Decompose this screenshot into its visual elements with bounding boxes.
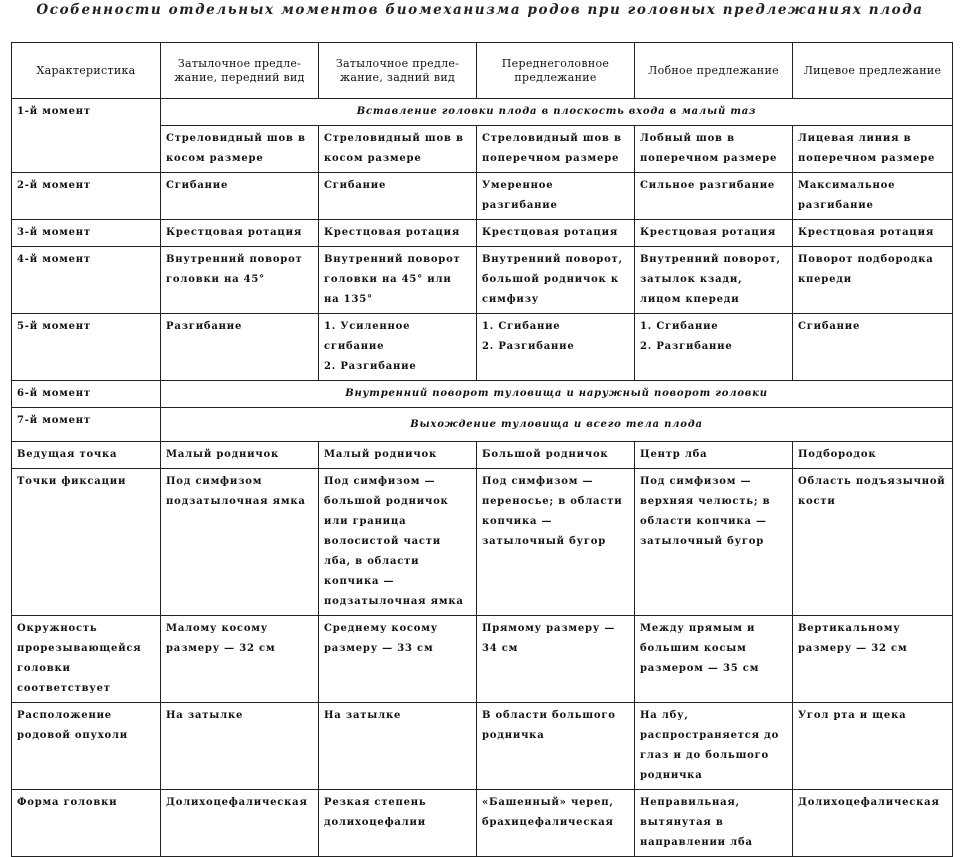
table-row [12, 703, 953, 790]
table-cell: Под симфизом — верхняя челюсть; в области копчика — затылочный бугор [635, 469, 793, 616]
table-cell: Сгибание [793, 314, 953, 381]
table-row [12, 469, 953, 616]
biomechanism-table [11, 42, 953, 857]
table-row [12, 173, 953, 220]
row-label: 1-й момент [12, 99, 161, 173]
table-cell: Внутренний поворот головки на 45° или на 135° [319, 247, 477, 314]
table-cell: Стреловидный шов в косом размере [161, 126, 319, 173]
table-cell: Крестцовая ротация [161, 220, 319, 247]
table-cell: Большой родничок [477, 442, 635, 469]
table-cell: Разгибание [161, 314, 319, 381]
table-cell: Стреловидный шов в косом размере [319, 126, 477, 173]
row-label: 6-й момент [12, 381, 161, 408]
table-cell: 1. Усиленное сгибание 2. Разгибание [319, 314, 477, 381]
table-cell: Малый родничок [161, 442, 319, 469]
table-row [12, 99, 953, 126]
table-cell: Угол рта и щека [793, 703, 953, 790]
row-label: 7-й момент [12, 408, 161, 442]
table-cell: Максимальное разгибание [793, 173, 953, 220]
merged-cell: Внутренний поворот туловища и наружный поворот головки [161, 381, 953, 408]
table-row [12, 247, 953, 314]
table-row [12, 442, 953, 469]
table-cell: Крестцовая ротация [477, 220, 635, 247]
table-cell: Крестцовая ротация [635, 220, 793, 247]
table-cell: Внутренний поворот, большой родничок к симфизу [477, 247, 635, 314]
table-cell: Сгибание [319, 173, 477, 220]
table-cell: Среднему косому размеру — 33 см [319, 616, 477, 703]
row-label: 4-й момент [12, 247, 161, 314]
table-cell: Крестцовая ротация [319, 220, 477, 247]
table-cell: Сгибание [161, 173, 319, 220]
row-label: Окружность прорезывающейся головки соответствует [12, 616, 161, 703]
merged-cell: Выхождение туловища и всего тела плода [161, 408, 953, 442]
table-row [12, 616, 953, 703]
table-cell: Область подъязычной кости [793, 469, 953, 616]
table-cell: Подбородок [793, 442, 953, 469]
column-header: Лобное предлежание [635, 43, 793, 99]
row-label: 3-й момент [12, 220, 161, 247]
table-cell: Лицевая линия в поперечном размере [793, 126, 953, 173]
row-label: 2-й момент [12, 173, 161, 220]
table-header-row [12, 43, 953, 99]
table-cell: «Башенный» череп, брахицефалическая [477, 790, 635, 857]
table-cell: Под симфизом подзатылочная ямка [161, 469, 319, 616]
table-cell: Неправильная, вытянутая в направлении лба [635, 790, 793, 857]
table-cell: 1. Сгибание 2. Разгибание [477, 314, 635, 381]
table-cell: Сильное разгибание [635, 173, 793, 220]
row-label: Форма головки [12, 790, 161, 857]
column-header: Затылочное предле-жание, передний вид [161, 43, 319, 99]
row-label: 5-й момент [12, 314, 161, 381]
table-cell: Малому косому размеру — 32 см [161, 616, 319, 703]
table-row [12, 314, 953, 381]
table-cell: Поворот подбородка кпереди [793, 247, 953, 314]
table-row [12, 408, 953, 442]
table-cell: Умеренное разгибание [477, 173, 635, 220]
table-cell: Прямому размеру — 34 см [477, 616, 635, 703]
table-cell: Резкая степень долихоцефалии [319, 790, 477, 857]
table-cell: На затылке [161, 703, 319, 790]
table-cell: На затылке [319, 703, 477, 790]
table-cell: Стреловидный шов в поперечном размере [477, 126, 635, 173]
table-cell: Внутренний поворот, затылок кзади, лицом кпереди [635, 247, 793, 314]
page-title: Особенности отдельных моментов биомеханизма родов при головных предлежаниях плода [36, 2, 924, 18]
table-row [12, 220, 953, 247]
table-cell: Под симфизом — переносье; в области копчика — затылочный бугор [477, 469, 635, 616]
table-cell: Малый родничок [319, 442, 477, 469]
table-row [12, 381, 953, 408]
row-label: Расположение родовой опухоли [12, 703, 161, 790]
table-cell: Центр лба [635, 442, 793, 469]
table-cell: Под симфизом — большой родничок или граница волосистой части лба, в области копчика — подзатылочная ямка [319, 469, 477, 616]
row-label: Ведущая точка [12, 442, 161, 469]
column-header: Лицевое предлежание [793, 43, 953, 99]
table-cell: В области большого родничка [477, 703, 635, 790]
table-cell: Крестцовая ротация [793, 220, 953, 247]
table-cell: Долихоцефалическая [161, 790, 319, 857]
table-cell: Вертикальному размеру — 32 см [793, 616, 953, 703]
column-header: Переднеголовное предлежание [477, 43, 635, 99]
table-cell: Внутренний поворот головки на 45° [161, 247, 319, 314]
table-cell: 1. Сгибание 2. Разгибание [635, 314, 793, 381]
merged-cell: Вставление головки плода в плоскость входа в малый таз [161, 99, 953, 126]
row-label: Точки фиксации [12, 469, 161, 616]
table-cell: На лбу, распространяется до глаз и до большого родничка [635, 703, 793, 790]
table-cell: Лобный шов в поперечном размере [635, 126, 793, 173]
table-row [12, 790, 953, 857]
table-cell: Между прямым и большим косым размером — 35 см [635, 616, 793, 703]
column-header: Затылочное предле-жание, задний вид [319, 43, 477, 99]
table-cell: Долихоцефалическая [793, 790, 953, 857]
column-header: Характеристика [12, 43, 161, 99]
